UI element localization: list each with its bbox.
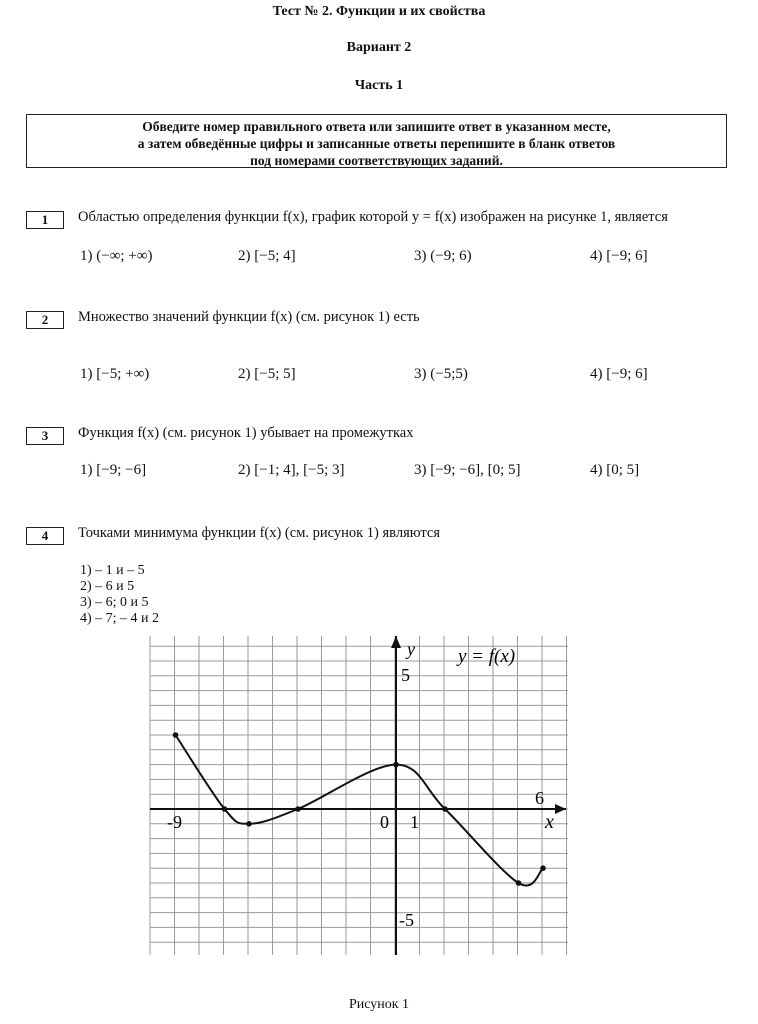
tick-label-x-one: 1 xyxy=(410,812,419,832)
figure-caption: Рисунок 1 xyxy=(348,997,410,1012)
x-axis-arrow-icon xyxy=(555,804,566,814)
question-4-option-4[interactable]: 4) – 7; – 4 и 2 xyxy=(80,611,160,626)
question-3-option-2[interactable]: 2) [−1; 4], [−5; 3] xyxy=(238,462,345,478)
curve-point xyxy=(295,806,301,812)
graph-grid xyxy=(150,636,568,955)
tick-label-x-min: -9 xyxy=(167,812,182,832)
question-2-option-3[interactable]: 3) (−5;5) xyxy=(414,366,468,382)
instruction-line-2: а затем обведённые цифры и записанные ответы перепишите в бланк ответов xyxy=(137,136,616,151)
curve-point xyxy=(516,880,522,886)
question-1-option-1[interactable]: 1) (−∞; +∞) xyxy=(80,248,153,264)
question-4-text: Точками минимума функции f(x) (см. рисунок 1) являются xyxy=(78,525,441,541)
curve-point xyxy=(246,821,252,827)
variant-title: Вариант 2 xyxy=(346,40,412,55)
y-axis-arrow-icon xyxy=(391,636,401,648)
question-2-option-4[interactable]: 4) [−9; 6] xyxy=(590,366,648,382)
question-1-text: Областью определения функции f(x), график которой y = f(x) изображен на рисунке 1, является xyxy=(78,209,668,225)
instruction-line-3: под номерами соответствующих заданий. xyxy=(250,153,503,168)
curve-point xyxy=(442,806,448,812)
question-2-text: Множество значений функции f(x) (см. рисунок 1) есть xyxy=(78,309,420,325)
question-4-option-2[interactable]: 2) – 6 и 5 xyxy=(80,579,135,594)
test-title: Тест № 2. Функции и их свойства xyxy=(272,4,486,19)
curve-point xyxy=(222,806,228,812)
question-3-text: Функция f(x) (см. рисунок 1) убывает на промежутках xyxy=(78,425,414,441)
question-1-option-4[interactable]: 4) [−9; 6] xyxy=(590,248,648,264)
tick-label-origin: 0 xyxy=(380,812,389,832)
curve-point xyxy=(393,762,399,768)
question-1-number: 1 xyxy=(26,211,64,229)
tick-label-y-min: -5 xyxy=(399,910,414,930)
question-1-option-2[interactable]: 2) [−5; 4] xyxy=(238,248,296,264)
question-3-number: 3 xyxy=(26,427,64,445)
question-4-number: 4 xyxy=(26,527,64,545)
question-2-number: 2 xyxy=(26,311,64,329)
curve-point xyxy=(173,732,179,738)
tick-label-y-max: 5 xyxy=(401,665,410,685)
function-label: y = f(x) xyxy=(458,646,516,667)
question-1-option-3[interactable]: 3) (−9; 6) xyxy=(414,248,472,264)
question-3-option-1[interactable]: 1) [−9; −6] xyxy=(80,462,147,478)
question-2-option-1[interactable]: 1) [−5; +∞) xyxy=(80,366,150,382)
question-4-option-1[interactable]: 1) – 1 и – 5 xyxy=(80,563,145,578)
graph-axes xyxy=(150,636,566,955)
instruction-line-1: Обведите номер правильного ответа или запишите ответ в указанном месте, xyxy=(142,119,611,134)
question-4-option-3[interactable]: 3) – 6; 0 и 5 xyxy=(80,595,149,610)
curve-point xyxy=(540,865,546,871)
function-curve xyxy=(176,735,544,886)
y-axis-label: y xyxy=(407,639,415,659)
tick-label-x-max: 6 xyxy=(535,788,544,808)
x-axis-label: x xyxy=(545,811,554,833)
question-2-option-2[interactable]: 2) [−5; 5] xyxy=(238,366,296,382)
part-title: Часть 1 xyxy=(354,78,404,93)
question-3-option-4[interactable]: 4) [0; 5] xyxy=(590,462,640,478)
question-3-option-3[interactable]: 3) [−9; −6], [0; 5] xyxy=(414,462,521,478)
